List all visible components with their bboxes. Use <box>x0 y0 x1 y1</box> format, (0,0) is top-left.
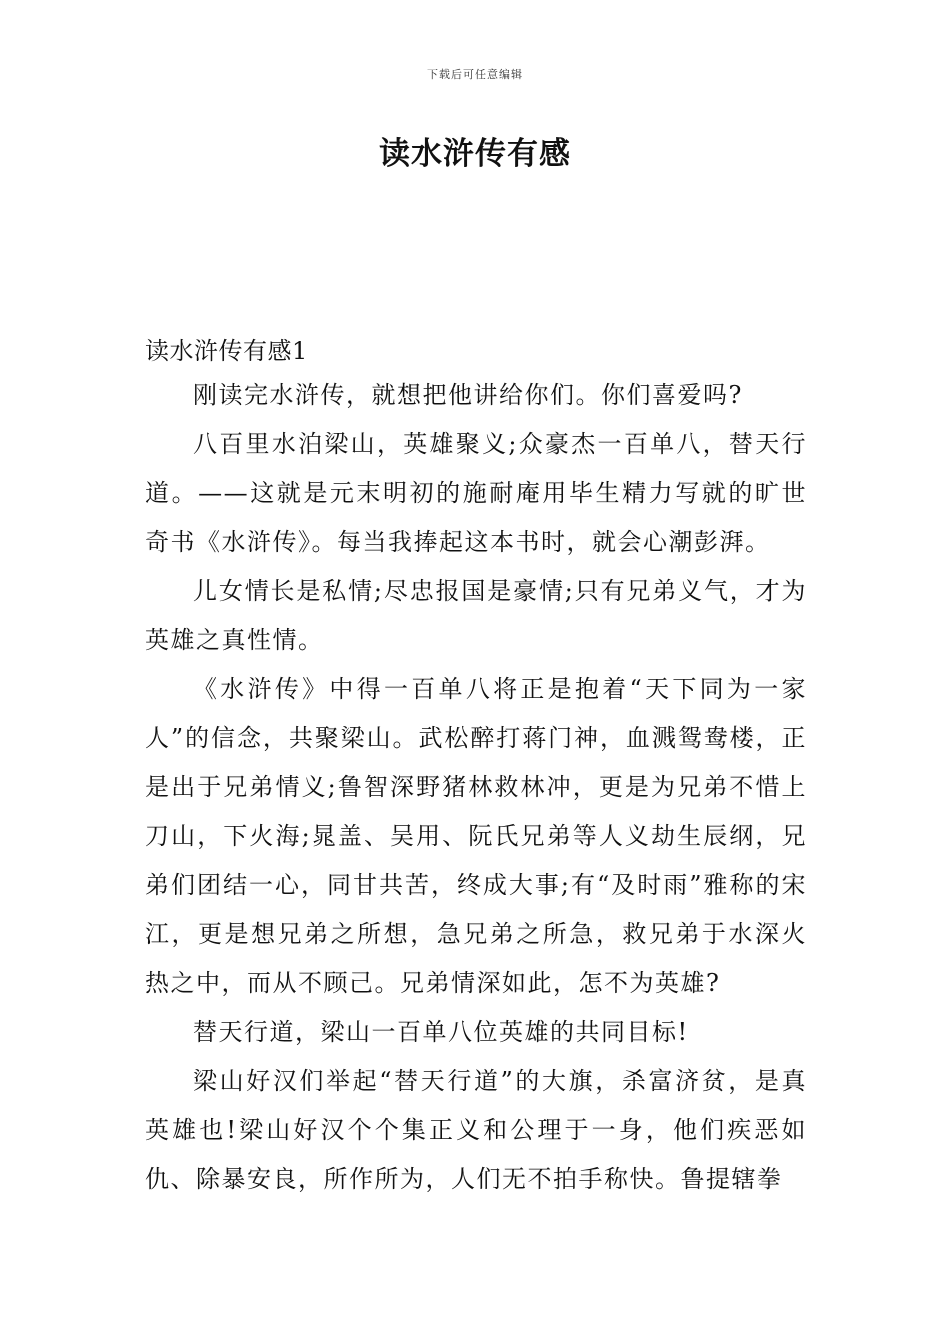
document-body <box>145 331 807 1204</box>
paragraph: 替天行道，梁山一百单八位英雄的共同目标! <box>193 1018 689 1046</box>
paragraph: 刚读完水浒传，就想把他讲给你们。你们喜爱吗? <box>193 381 743 409</box>
header-note: 下载后可任意编辑 <box>427 68 523 81</box>
section-heading: 读水浒传有感1 <box>145 337 308 365</box>
paragraph: 八百里水泊梁山，英雄聚义;众豪杰一百单八，替天行道。——这就是元末明初的施耐庵用毕生精力写就的旷世奇书《水浒传》。每当我捧起这本书时，就会心潮彭湃。 <box>145 430 807 556</box>
paragraph: 梁山好汉们举起“替天行道”的大旗，杀富济贫，是真英雄也!梁山好汉个个集正义和公理于一身，他们疾恶如仇、除暴安良，所作所为，人们无不拍手称快。鲁提辖拳 <box>145 1067 807 1193</box>
paragraph: 《水浒传》中得一百单八将正是抱着“天下同为一家人”的信念，共聚梁山。武松醉打蒋门神，血溅鸳鸯楼，正是出于兄弟情义;鲁智深野猪林救林冲，更是为兄弟不惜上刀山，下火海;晁盖、吴用、阮氏兄弟等人义劫生辰纲，兄弟们团结一心，同甘共苦，终成大事;有“及时雨”雅称的宋江，更是想兄弟之所想，急兄弟之所急，救兄弟于水深火热之中，而从不顾己。兄弟情深如此，怎不为英雄? <box>145 675 807 997</box>
paragraph: 儿女情长是私情;尽忠报国是豪情;只有兄弟义气，才为英雄之真性情。 <box>145 577 807 654</box>
document-title: 读水浒传有感 <box>379 136 571 172</box>
